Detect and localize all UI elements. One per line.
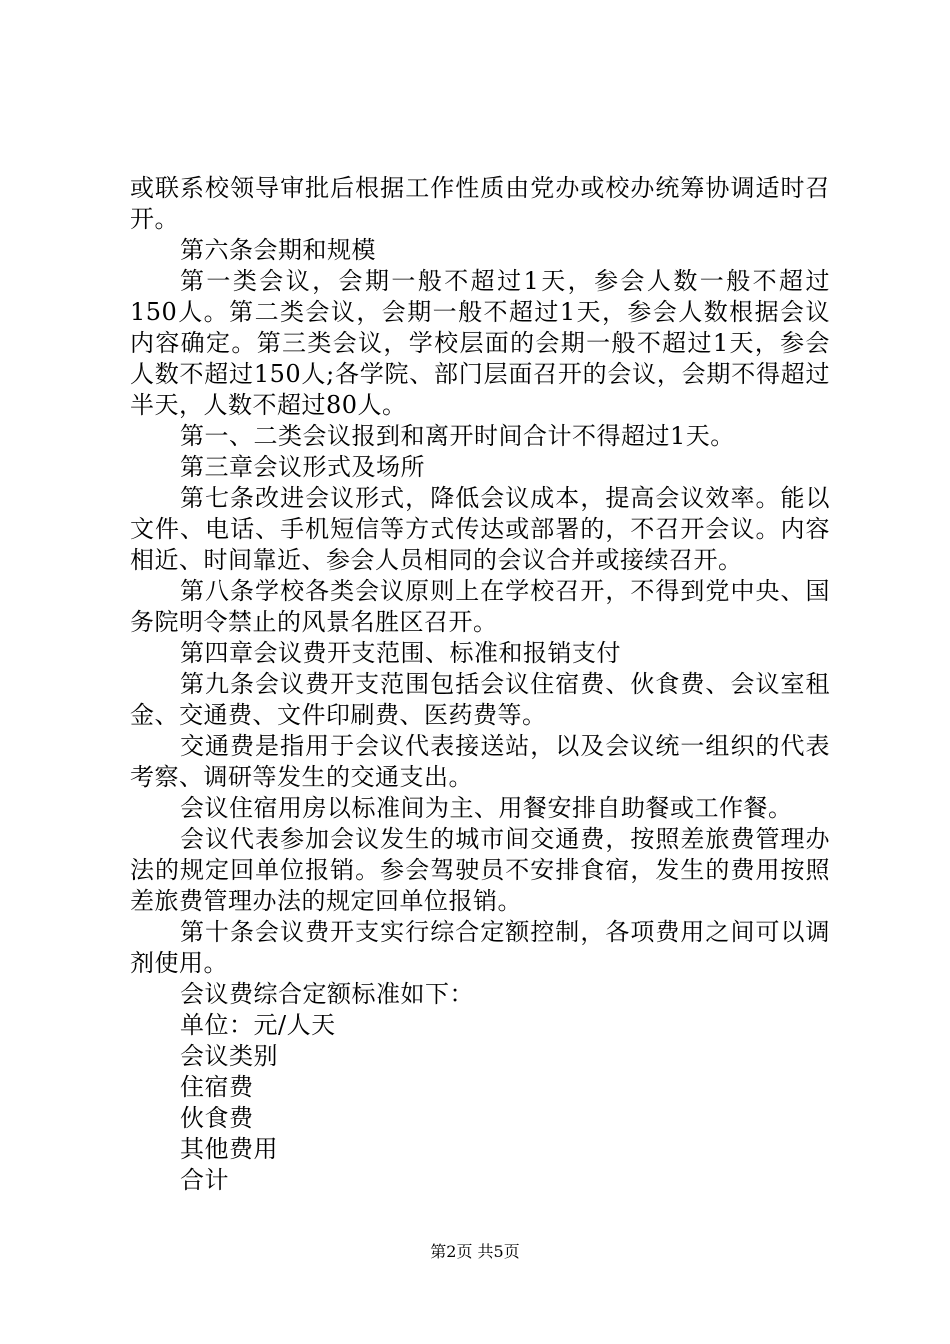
paragraph: 第七条改进会议形式，降低会议成本，提高会议效率。能以文件、电话、手机短信等方式传达或部署的，不召开会议。内容相近、时间靠近、参会人员相同的会议合并或接续召开。 xyxy=(130,484,830,574)
paragraph: 第一类会议，会期一般不超过1天，参会人数一般不超过150人。第二类会议，会期一般不超过1天，参会人数根据会议内容确定。第三类会议，学校层面的会期一般不超过1天，参会人数不超过150人;各学院、部门层面召开的会议，会期不得超过半天，人数不超过80人。 xyxy=(130,267,830,419)
chapter-heading: 第三章会议形式及场所 xyxy=(180,453,425,481)
paragraph: 会议代表参加会议发生的城市间交通费，按照差旅费管理办法的规定回单位报销。参会驾驶员不安排食宿，发生的费用按照差旅费管理办法的规定回单位报销。 xyxy=(130,825,830,915)
document-body xyxy=(130,173,830,1196)
chapter-heading: 第四章会议费开支范围、标准和报销支付 xyxy=(180,639,621,667)
table-cell: 住宿费 xyxy=(180,1073,254,1101)
section-heading: 第六条会期和规模 xyxy=(180,236,376,264)
table-cell: 合计 xyxy=(180,1166,229,1194)
table-cell: 会议类别 xyxy=(180,1042,278,1070)
paragraph: 第八条学校各类会议原则上在学校召开，不得到党中央、国务院明令禁止的风景名胜区召开。 xyxy=(130,577,830,636)
page-footer xyxy=(0,1242,950,1262)
paragraph: 交通费是指用于会议代表接送站，以及会议统一组织的代表考察、调研等发生的交通支出。 xyxy=(130,732,830,791)
paragraph: 第十条会议费开支实行综合定额控制，各项费用之间可以调剂使用。 xyxy=(130,918,830,977)
paragraph: 会议住宿用房以标准间为主、用餐安排自助餐或工作餐。 xyxy=(180,794,793,822)
page-number: 第2页 共5页 xyxy=(430,1242,520,1261)
paragraph: 会议费综合定额标准如下： xyxy=(180,980,474,1008)
table-cell: 其他费用 xyxy=(180,1135,278,1163)
paragraph: 第九条会议费开支范围包括会议住宿费、伙食费、会议室租金、交通费、文件印刷费、医药费等。 xyxy=(130,670,830,729)
paragraph: 或联系校领导审批后根据工作性质由党办或校办统筹协调适时召开。 xyxy=(130,174,830,233)
paragraph: 第一、二类会议报到和离开时间合计不得超过1天。 xyxy=(180,422,735,450)
table-cell: 伙食费 xyxy=(180,1104,254,1132)
table-unit-label: 单位：元/人天 xyxy=(180,1011,336,1039)
